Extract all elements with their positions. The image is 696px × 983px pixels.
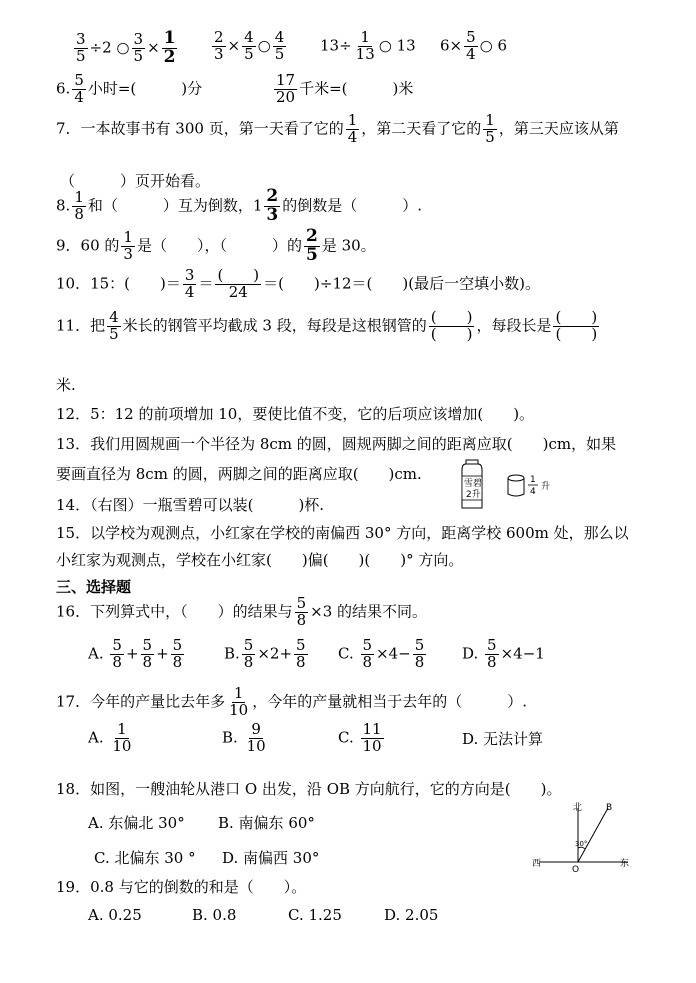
question-15-line2: 小红家为观测点，学校在小红家( )偏( )( )° 方向。 — [56, 551, 464, 569]
q19-option-d[interactable]: D. 2.05 — [384, 906, 439, 924]
section-title: 三、选择题 — [56, 578, 132, 596]
q17-option-a[interactable]: A. $\frac{1}{10}$ — [88, 720, 132, 755]
question-7-line2: （ ）页开始看。 — [60, 172, 211, 190]
q16-option-b[interactable]: B. $\frac{5}{8}$ ×2+ $\frac{5}{8}$ — [224, 636, 306, 671]
question-15: 15．以学校为观测点，小红家在学校的南偏西 30° 方向，距离学校 600m 处，那么以 — [56, 524, 629, 542]
question-18: 18．如图，一艘油轮从港口 O 出发，沿 OB 方向航行，它的方向是( )。 — [56, 780, 562, 798]
q18-option-b[interactable]: B. 南偏东 60° — [218, 814, 315, 832]
bottle-volume-label: 2升 — [466, 490, 481, 500]
compass-figure — [528, 800, 638, 874]
question-11-line2: 米. — [56, 376, 76, 394]
bottle-label: 雪碧 — [464, 479, 483, 489]
origin-label: O — [572, 865, 580, 874]
question-9: 9．60 的 $\frac{1}{3}$ 是（ ），（ ）的 $\frac{2}{5}$ 是 30。 — [56, 226, 376, 265]
question-7: 7．一本故事书有 300 页，第一天看了它的 $\frac{1}{4}$ ，第二天看了它的 $\frac{1}{5}$ ，第三天应该从第 — [56, 111, 619, 146]
question-19: 19．0.8 与它的倒数的和是（ ）。 — [56, 878, 307, 896]
question-13-line2: 要画直径为 8cm 的圆，两脚之间的距离应取( )cm. — [56, 465, 422, 483]
q19-option-b[interactable]: B. 0.8 — [192, 906, 237, 924]
q18-option-d[interactable]: D. 南偏西 30° — [222, 849, 320, 867]
question-8: 8. $\frac{1}{8}$ 和（ ）互为倒数，1 $\frac{2}{3}$ 的倒数是（ ）. — [56, 186, 423, 225]
compare-item-b: $\frac{2}{3}$ × $\frac{4}{5}$ ○ $\frac{4}{5}$ — [214, 28, 285, 63]
question-11: 11．把 $\frac{4}{5}$ 米长的钢管平均截成 3 段，每段是这根钢管的 $\frac{( )}{( )}$ ，每段长是 $\frac{( )}{( )}$ — [56, 308, 598, 343]
bottle-cup-figure — [456, 452, 576, 512]
angle-label: 30° — [575, 840, 588, 848]
compare-item-c: 13÷ $\frac{1}{13}$ ○ 13 — [320, 28, 416, 63]
east-label: 东 — [620, 859, 630, 869]
question-16: 16．下列算式中，（ ）的结果与 $\frac{5}{8}$ ×3 的结果不同。 — [56, 594, 428, 629]
west-label: 西 — [532, 859, 542, 869]
question-6: 6. $\frac{5}{4}$ 小时=( )分 — [56, 71, 203, 106]
compare-item-d: 6× $\frac{5}{4}$ ○ 6 — [440, 28, 508, 63]
question-12: 12．5：12 的前项增加 10，要使比值不变，它的后项应该增加( )。 — [56, 405, 535, 423]
question-6b: $\frac{17}{20}$ 千米=( )米 — [276, 71, 414, 106]
north-label: 北 — [573, 803, 583, 813]
q18-option-c[interactable]: C. 北偏东 30 ° — [94, 849, 196, 867]
ob-line — [578, 808, 608, 862]
q17-option-b[interactable]: B. $\frac{9}{10}$ — [222, 720, 266, 755]
question-10: 10．15：( )＝ $\frac{3}{4}$ ＝ $\frac{( )}{24}$ ＝( )÷12＝( )(最后一空填小数)。 — [56, 266, 540, 301]
q19-option-a[interactable]: A. 0.25 — [88, 906, 142, 924]
q16-option-d[interactable]: D. $\frac{5}{8}$ ×4−1 — [462, 636, 545, 671]
q16-option-a[interactable]: A. $\frac{5}{8}$ + $\frac{5}{8}$ + $\frac{5}{8}$ — [88, 636, 183, 671]
q17-option-d[interactable]: D. 无法计算 — [462, 730, 544, 748]
point-b-label: B — [606, 803, 613, 813]
question-14: 14．（右图）一瓶雪碧可以装( )杯. — [56, 496, 325, 514]
question-13: 13．我们用圆规画一个半径为 8cm 的圆，圆规两脚之间的距离应取( )cm，如果 — [56, 435, 617, 453]
q16-option-c[interactable]: C. $\frac{5}{8}$ ×4− $\frac{5}{8}$ — [338, 636, 425, 671]
cup-unit: 升 — [541, 482, 551, 492]
q19-option-c[interactable]: C. 1.25 — [288, 906, 342, 924]
q18-option-a[interactable]: A. 东偏北 30° — [88, 814, 185, 832]
cup-den: 4 — [530, 487, 536, 497]
q17-option-c[interactable]: C. $\frac{11}{10}$ — [338, 720, 382, 755]
cup-num: 1 — [530, 475, 536, 485]
compare-item-a: $\frac{3}{5}$ ÷2 ○ $\frac{3}{5}$ × $\frac{1}{2}$ — [76, 28, 176, 67]
question-17: 17．今年的产量比去年多 $\frac{1}{10}$ ，今年的产量就相当于去年的（ ）. — [56, 684, 527, 719]
